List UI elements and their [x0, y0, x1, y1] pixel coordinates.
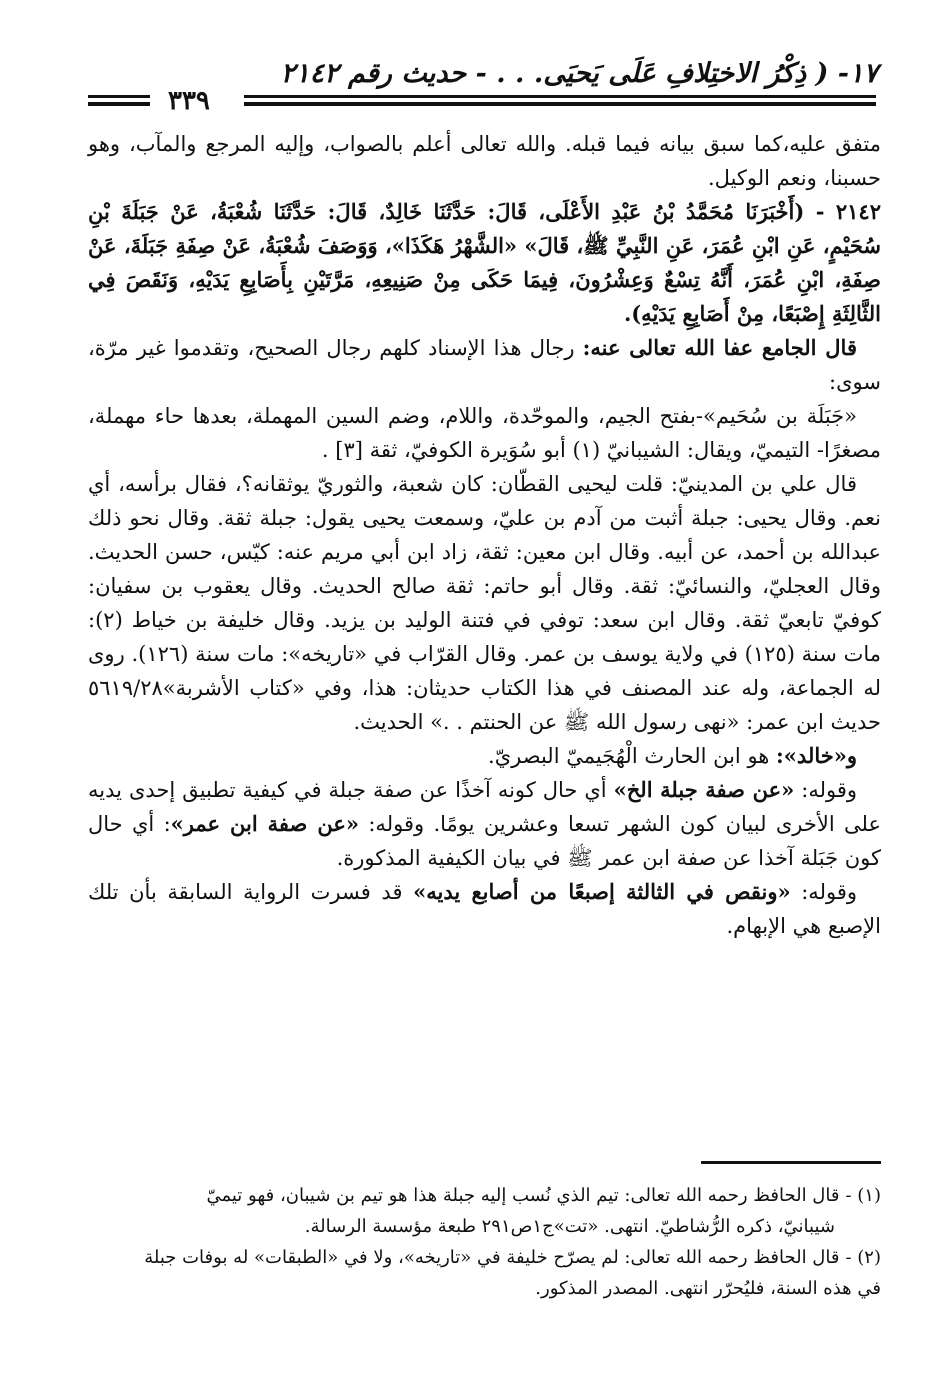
main-text: [88, 127, 881, 943]
footnote-2-line-2: في هذه السنة، فليُحرّر انتهى. المصدر المذكور.: [535, 1278, 881, 1299]
footnote-1-text: قال الحافظ رحمه الله تعالى: تيم الذي نُسب إليه جبلة هذا هو تيم بن شيبان، فهو تيميّ: [206, 1185, 840, 1206]
paragraph-narrator-jabala: «جَبَلَة بن سُحَيم»-بفتح الجيم، والموحّدة، واللام، وضم السين المهملة، بعدها حاء مهملة، مصغرًا- التيميّ، ويقال: الشيبانيّ (١) أبو سُوَيرة الكوفيّ، ثقة [٣] .: [88, 404, 881, 462]
hadith-text: ٢١٤٢ - (أَخْبَرَنَا مُحَمَّدُ بْنُ عَبْدِ الأَعْلَى، قَالَ: حَدَّثَنَا خَالِدٌ، قَالَ: حَدَّثَنَا شُعْبَةُ، عَنْ جَبَلَةَ بْنِ سُحَيْمٍ، عَنِ ابْنِ عُمَرَ، عَنِ النَّبِيِّ ﷺ، قَالَ» «الشَّهْرُ هَكَذَا»، وَوَصَفَ شُعْبَةُ، عَنْ صِفَةِ جَبَلَةَ، عَنْ صِفَةِ، ابْنِ عُمَرَ، أَنَّهُ تِسْعٌ وَعِشْرُونَ، فِيمَا حَكَى مِنْ صَنِيعِهِ، مَرَّتَيْنِ بِأَصَابِعِ يَدَيْهِ، وَنَقَصَ فِي الثَّالِثَةِ إِصْبَعًا، مِنْ أَصَابِعِ يَدَيْهِ).: [88, 199, 881, 326]
paragraph-explanation-sifa: [88, 773, 881, 875]
footnotes: [88, 1180, 881, 1304]
paragraph-explanation-thumb: [88, 875, 881, 943]
paragraph-narrator-khalid: [88, 739, 881, 773]
footnote-2-line-1: [88, 1242, 881, 1273]
commentary-intro-text: رجال هذا الإسناد كلهم رجال الصحيح، وتقدموا غير مرّة، سوى:: [88, 336, 881, 394]
header-rule-left-thick: [88, 102, 150, 106]
header-rule-right-thick: [244, 102, 876, 106]
thumb-text: قد فسرت الرواية السابقة بأن تلك الإصبع هي الإبهام.: [88, 880, 881, 938]
footnote-1-marker: (١) -: [845, 1185, 881, 1206]
footnote-2-marker: (٢) -: [845, 1247, 881, 1268]
explanation-middle: أي حال كونه آخذًا عن صفة جبلة في كيفية تطبيق إحدى يديه على الأخرى لبيان كون الشهر تسعا وعشرين يومًا. وقوله:: [88, 778, 881, 836]
header-rule-right-thin: [244, 95, 876, 98]
paragraph-commentary-intro: [88, 331, 881, 399]
footnote-separator: [701, 1161, 881, 1164]
page-header: [88, 44, 878, 114]
running-header-title: ١٧- ( ذِكْرُ الاختِلافِ عَلَى يَحيَى. . . - حديث رقم ٢١٤٢: [280, 58, 878, 89]
quoted-phrase-ibn-umar: «عن صفة ابن عمر»: [170, 811, 360, 836]
khalid-text: هو ابن الحارث الْهُجَيميّ البصريّ.: [488, 744, 777, 768]
paragraph-closing: متفق عليه،كما سبق بيانه فيما قبله. والله تعالى أعلم بالصواب، وإليه المرجع والمآب، وهو حسبنا، ونعم الوكيل.: [88, 132, 881, 190]
explanation-end: : أي حال كون جَبَلة آخذا عن صفة ابن عمر ﷺ في بيان الكيفية المذكورة.: [88, 812, 881, 870]
header-rule-left-thin: [88, 95, 150, 98]
quoted-phrase-jabala: «عن صفة جبلة الخ»: [613, 777, 795, 802]
commentator-label: قال الجامع عفا الله تعالى عنه:: [582, 335, 857, 360]
footnote-1-line-2: شيبانيّ، ذكره الرُّشاطيّ. انتهى. «تت»ج١ص٢٩١ طبعة مؤسسة الرسالة.: [304, 1216, 835, 1237]
thumb-lead: وقوله:: [790, 880, 857, 904]
footnote-2-text: قال الحافظ رحمه الله تعالى: لم يصرّح خليفة في «تاريخه»، ولا في «الطبقات» له بوفات جبلة: [144, 1247, 840, 1268]
quoted-phrase-thumb: «ونقص في الثالثة إصبعًا من أصابع يديه»: [413, 879, 791, 904]
paragraph-narrator-assessments: قال علي بن المدينيّ: قلت ليحيى القطّان: كان شعبة، والثوريّ يوثقانه؟، فقال برأسه، أي نعم. وقال يحيى: جبلة أثبت من آدم بن عليّ، وسمعت يحيى يقول: جبلة ثقة. وقال نحو ذلك عبدالله بن أحمد، عن أبيه. وقال ابن معين: ثقة، زاد ابن أبي مريم عنه: كيّس، حسن الحديث. وقال العجليّ، والنسائيّ: ثقة. وقال أبو حاتم: ثقة صالح الحديث. وقال يعقوب بن سفيان: كوفيّ تابعيّ ثقة. وقال ابن سعد: توفي في فتنة الوليد بن يزيد. وقال خليفة بن خياط (٢): مات سنة (١٢٥) في ولاية يوسف بن عمر. وقال القرّاب في «تاريخه»: مات سنة (١٢٦). روى له الجماعة، وله عند المصنف في هذا الكتاب حديثان: هذا، وفي «كتاب الأشربة»٥٦١٩/٢٨ حديث ابن عمر: «نهى رسول الله ﷺ عن الحنتم . .» الحديث.: [88, 472, 882, 734]
page-number: ٣٣٩: [168, 86, 210, 116]
footnote-1-line-1: [88, 1180, 881, 1211]
khalid-label: و«خالد»:: [776, 743, 857, 768]
explanation-lead: وقوله:: [794, 778, 858, 802]
